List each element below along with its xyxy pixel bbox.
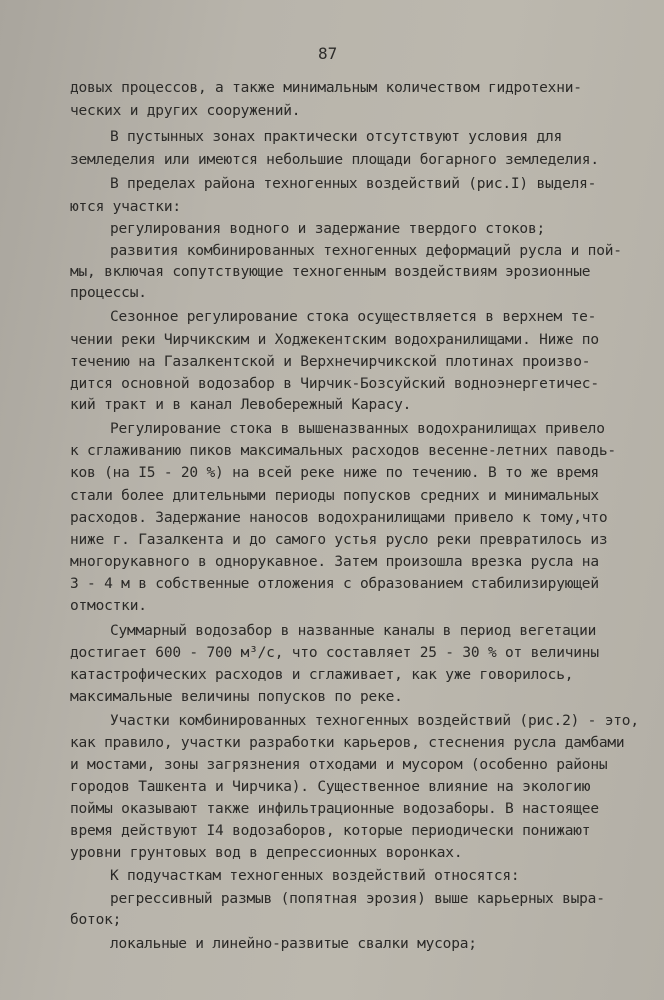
- text-line: как правило, участки разработки карьеров, стеснения русла дамбами: [70, 735, 625, 751]
- text-line: К подучасткам техногенных воздействий относятся:: [110, 868, 520, 884]
- text-line: ются участки:: [70, 199, 181, 215]
- text-line: мы, включая сопутствующие техногенным воздействиям эрозионные: [70, 264, 591, 280]
- text-line: ческих и других сооружений.: [70, 103, 301, 119]
- text-line: максимальные величины попусков по реке.: [70, 689, 403, 705]
- page-number: 87: [318, 44, 338, 63]
- text-line: регулирования водного и задержание твердого стоков;: [110, 221, 546, 237]
- text-line: течению на Газалкентской и Верхнечирчикской плотинах произво-: [70, 354, 591, 370]
- text-line: ниже г. Газалкента и до самого устья русло реки превратилось из: [70, 532, 608, 548]
- text-line: Сезонное регулирование стока осуществляется в верхнем те-: [110, 309, 597, 325]
- text-line: кий тракт и в канал Левобережный Карасу.: [70, 397, 412, 413]
- text-line: чении реки Чирчикским и Ходжекентским водохранилищами. Ниже по: [70, 332, 599, 348]
- text-line: уровни грунтовых вод в депрессионных воронках.: [70, 845, 463, 861]
- text-line: земледелия или имеются небольшие площади богарного земледелия.: [70, 152, 599, 168]
- text-line: Суммарный водозабор в названные каналы в период вегетации: [110, 623, 597, 639]
- text-line: В пустынных зонах практически отсутствуют условия для: [110, 129, 563, 145]
- text-line: стали более длительными периоды попусков средних и минимальных: [70, 488, 599, 504]
- text-line: городов Ташкента и Чирчика). Существенное влияние на экологию: [70, 779, 591, 795]
- text-line: развития комбинированных техногенных деформаций русла и пой-: [110, 243, 622, 259]
- text-line: довых процессов, а также минимальным количеством гидротехни-: [70, 80, 582, 96]
- text-line: и мостами, зоны загрязнения отходами и мусором (особенно районы: [70, 757, 608, 773]
- text-line: ков (на I5 - 20 %) на всей реке ниже по течению. В то же время: [70, 465, 599, 481]
- text-line: расходов. Задержание наносов водохранилищами привело к тому,что: [70, 510, 608, 526]
- text-line: В пределах района техногенных воздействий (рис.I) выделя-: [110, 176, 597, 192]
- text-line: катастрофических расходов и сглаживает, как уже говорилось,: [70, 667, 574, 683]
- text-line: боток;: [70, 912, 122, 928]
- text-line: дится основной водозабор в Чирчик-Бозсуйский водноэнергетичес-: [70, 376, 599, 392]
- text-line: процессы.: [70, 285, 147, 301]
- text-line: многорукавного в однорукавное. Затем произошла врезка русла на: [70, 554, 599, 570]
- text-line: регрессивный размыв (попятная эрозия) выше карьерных выра-: [110, 891, 605, 907]
- text-line: поймы оказывают также инфильтрационные водозаборы. В настоящее: [70, 801, 599, 817]
- text-line: время действуют I4 водозаборов, которые периодически понижают: [70, 823, 591, 839]
- text-line: отмостки.: [70, 598, 147, 614]
- text-line: Регулирование стока в вышеназванных водохранилищах привело: [110, 421, 605, 437]
- text-line: локальные и линейно-развитые свалки мусора;: [110, 936, 477, 952]
- text-line: достигает 600 - 700 м³/с, что составляет 25 - 30 % от величины: [70, 645, 599, 661]
- text-line: 3 - 4 м в собственные отложения с образованием стабилизирующей: [70, 576, 599, 592]
- text-line: Участки комбинированных техногенных воздействий (рис.2) - это,: [110, 713, 639, 729]
- text-line: к сглаживанию пиков максимальных расходов весенне-летних паводь-: [70, 443, 616, 459]
